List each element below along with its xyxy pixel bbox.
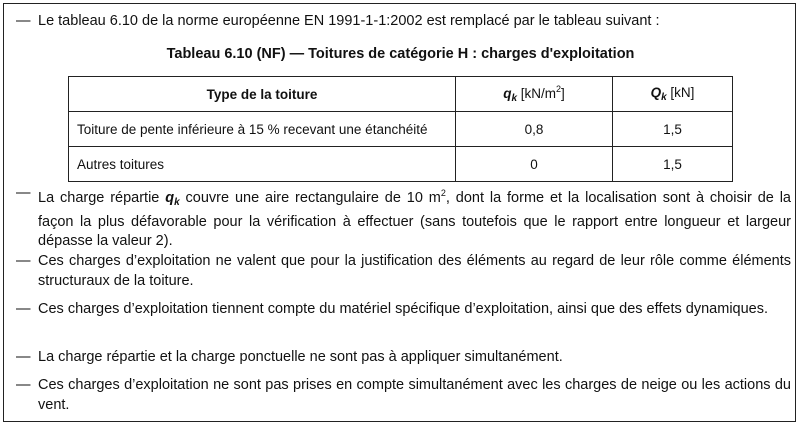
- table-header-row: [69, 77, 733, 112]
- dash-marker: —: [16, 13, 31, 29]
- bullet-text-mid: couvre une aire rectangulaire de 10 m: [179, 190, 441, 206]
- table-row: [69, 112, 733, 147]
- dash-marker: —: [16, 377, 31, 393]
- intro-paragraph: [16, 12, 791, 32]
- dash-marker: —: [16, 349, 31, 365]
- header-qk: [456, 77, 613, 112]
- dash-marker: —: [16, 185, 31, 201]
- qk-inline-symbol: q: [165, 190, 175, 206]
- bullet-simultaneity: [16, 348, 791, 368]
- area-exponent: 2: [440, 188, 446, 198]
- load-table: [68, 76, 733, 182]
- qk-inline-subscript: k: [174, 197, 180, 208]
- bullet-snow-wind: [16, 376, 791, 415]
- cell-qk: 0: [456, 147, 613, 182]
- bullet-distributed-load: [16, 184, 791, 252]
- bullet-text-pre: La charge répartie: [38, 190, 166, 206]
- cell-Qk: 1,5: [613, 147, 733, 182]
- qk-unit-pre: [kN/m: [517, 86, 557, 101]
- dash-marker: —: [16, 253, 31, 269]
- document-frame: [3, 3, 796, 422]
- bullet-text: Ces charges d’exploitation ne sont pas prises en compte simultanément avec les charges de neige ou les actions du vent.: [38, 377, 791, 413]
- bullet-text: Ces charges d’exploitation ne valent que pour la justification des éléments au regard de leur rôle comme éléments structuraux de la toiture.: [38, 253, 791, 289]
- qk-unit-post: ]: [561, 86, 565, 101]
- table-row: [69, 147, 733, 182]
- qk-unit-exponent: 2: [556, 84, 562, 94]
- qk-subscript: k: [511, 93, 518, 104]
- cell-qk: 0,8: [456, 112, 613, 147]
- cell-roof-type: Autres toitures: [69, 147, 456, 182]
- bullet-structural: [16, 252, 791, 291]
- header-Qk: [613, 77, 733, 112]
- bullet-text-post: , dont la forme et la localisation sont à choisir de la façon la plus défavorable pour la vérification à effectuer (sans toutefois que le rapport entre longueur et largeur dépasse la valeur 2).: [38, 190, 791, 249]
- Qk-subscript: k: [661, 92, 667, 103]
- intro-text: Le tableau 6.10 de la norme européenne EN 1991-1-1:2002 est remplacé par le tableau suivant :: [38, 13, 660, 29]
- bullet-equipment: [16, 300, 791, 320]
- cell-Qk: 1,5: [613, 112, 733, 147]
- bullet-text: Ces charges d’exploitation tiennent compte du matériel spécifique d’exploitation, ainsi que des effets dynamiques.: [38, 301, 769, 317]
- dash-marker: —: [16, 301, 31, 317]
- bullet-text: La charge répartie et la charge ponctuelle ne sont pas à appliquer simultanément.: [38, 349, 563, 365]
- table-title: Tableau 6.10 (NF) — Toitures de catégorie H : charges d'exploitation: [166, 46, 635, 62]
- Qk-symbol: Q: [650, 85, 662, 100]
- qk-symbol: q: [503, 86, 512, 101]
- cell-roof-type: Toiture de pente inférieure à 15 % recevant une étanchéité: [69, 112, 456, 147]
- header-roof-type: Type de la toiture: [69, 77, 456, 112]
- Qk-unit: [kN]: [666, 85, 695, 100]
